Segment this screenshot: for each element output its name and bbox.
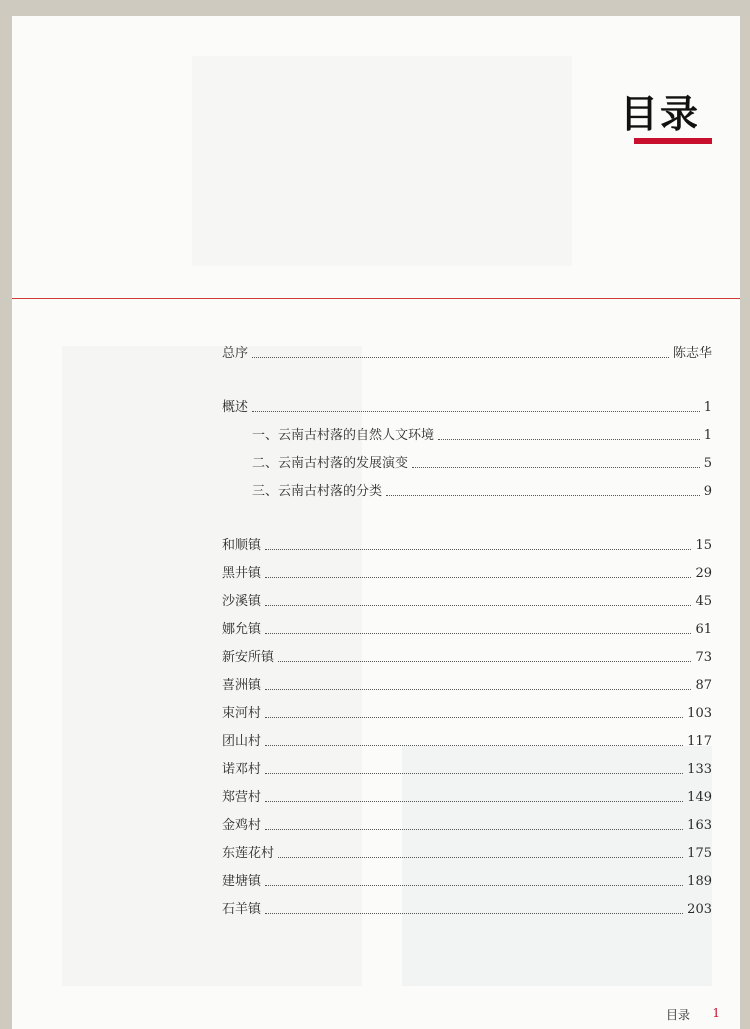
toc-entry-village[interactable]: [222, 729, 712, 751]
dot-leader: [265, 688, 691, 690]
toc-page-number: 149: [687, 790, 712, 805]
dot-leader: [438, 438, 700, 440]
dot-leader: [252, 410, 700, 412]
toc-label: 娜允镇: [222, 622, 262, 637]
toc-label: 郑营村: [222, 790, 262, 805]
dot-leader: [265, 884, 683, 886]
toc-entry-village[interactable]: [222, 617, 712, 639]
toc-entry-village[interactable]: [222, 561, 712, 583]
toc-label: 黑井镇: [222, 566, 262, 581]
toc-page-number: 117: [687, 734, 712, 749]
toc-page-number: 9: [703, 484, 712, 499]
dot-leader: [412, 466, 700, 468]
toc-subentry[interactable]: [252, 423, 712, 445]
dot-leader: [265, 632, 691, 634]
toc-entry-preface[interactable]: [222, 341, 712, 363]
page-title: 目录: [619, 91, 700, 136]
toc-subentry[interactable]: [252, 479, 712, 501]
toc-label: 二、云南古村落的发展演变: [252, 456, 409, 471]
toc-label: 一、云南古村落的自然人文环境: [252, 428, 435, 443]
background-photo: [402, 746, 712, 986]
toc-entry-village[interactable]: [222, 701, 712, 723]
toc-entry-village[interactable]: [222, 813, 712, 835]
toc-page-number: 87: [695, 678, 712, 693]
toc-page-number: 133: [687, 762, 712, 777]
toc-label: 和顺镇: [222, 538, 262, 553]
toc-page-number: 73: [695, 650, 712, 665]
toc-label: 束河村: [222, 706, 262, 721]
toc-label: 概述: [222, 400, 249, 415]
toc-entry-village[interactable]: [222, 645, 712, 667]
toc-label: 总序: [222, 346, 249, 361]
dot-leader: [265, 912, 683, 914]
book-page: [12, 16, 740, 1029]
toc-entry-village[interactable]: [222, 869, 712, 891]
toc-label: 喜洲镇: [222, 678, 262, 693]
toc-entry-village[interactable]: [222, 533, 712, 555]
toc-entry-village[interactable]: [222, 757, 712, 779]
toc-page-number: 5: [703, 456, 712, 471]
toc-page-number: 1: [703, 400, 712, 415]
title-underline: [634, 138, 712, 144]
toc-label: 石羊镇: [222, 902, 262, 917]
toc-entry-village[interactable]: [222, 589, 712, 611]
toc-subentry[interactable]: [252, 451, 712, 473]
toc-page-number: 189: [687, 874, 712, 889]
dot-leader: [265, 744, 683, 746]
toc-author: 陈志华: [672, 346, 712, 361]
dot-leader: [265, 716, 683, 718]
toc-page-number: 175: [687, 846, 712, 861]
toc-page-number: 29: [695, 566, 712, 581]
dot-leader: [265, 576, 691, 578]
red-divider: [12, 298, 740, 299]
toc-label: 三、云南古村落的分类: [252, 484, 383, 499]
toc-page-number: 103: [687, 706, 712, 721]
toc-label: 东莲花村: [222, 846, 275, 861]
toc-entry-village[interactable]: [222, 841, 712, 863]
toc-page-number: 45: [695, 594, 712, 609]
dot-leader: [265, 800, 683, 802]
background-text-block: [192, 56, 572, 266]
toc-page-number: 15: [695, 538, 712, 553]
dot-leader: [278, 856, 683, 858]
dot-leader: [265, 548, 691, 550]
toc-entry-village[interactable]: [222, 897, 712, 919]
toc-label: 团山村: [222, 734, 262, 749]
toc-page-number: 163: [687, 818, 712, 833]
toc-page-number: 203: [687, 902, 712, 917]
toc-entry-village[interactable]: [222, 785, 712, 807]
dot-leader: [386, 494, 700, 496]
toc-label: 新安所镇: [222, 650, 275, 665]
toc-entry-village[interactable]: [222, 673, 712, 695]
dot-leader: [265, 828, 683, 830]
dot-leader: [252, 356, 669, 358]
toc-label: 金鸡村: [222, 818, 262, 833]
toc-entry-overview[interactable]: [222, 395, 712, 417]
footer-section-label: 目录: [665, 1008, 690, 1022]
toc-label: 沙溪镇: [222, 594, 262, 609]
dot-leader: [265, 604, 691, 606]
dot-leader: [278, 660, 691, 662]
toc-label: 诺邓村: [222, 762, 262, 777]
toc-label: 建塘镇: [222, 874, 262, 889]
footer-page-number: 1: [712, 1006, 720, 1020]
toc-page-number: 1: [703, 428, 712, 443]
toc-page-number: 61: [695, 622, 712, 637]
dot-leader: [265, 772, 683, 774]
